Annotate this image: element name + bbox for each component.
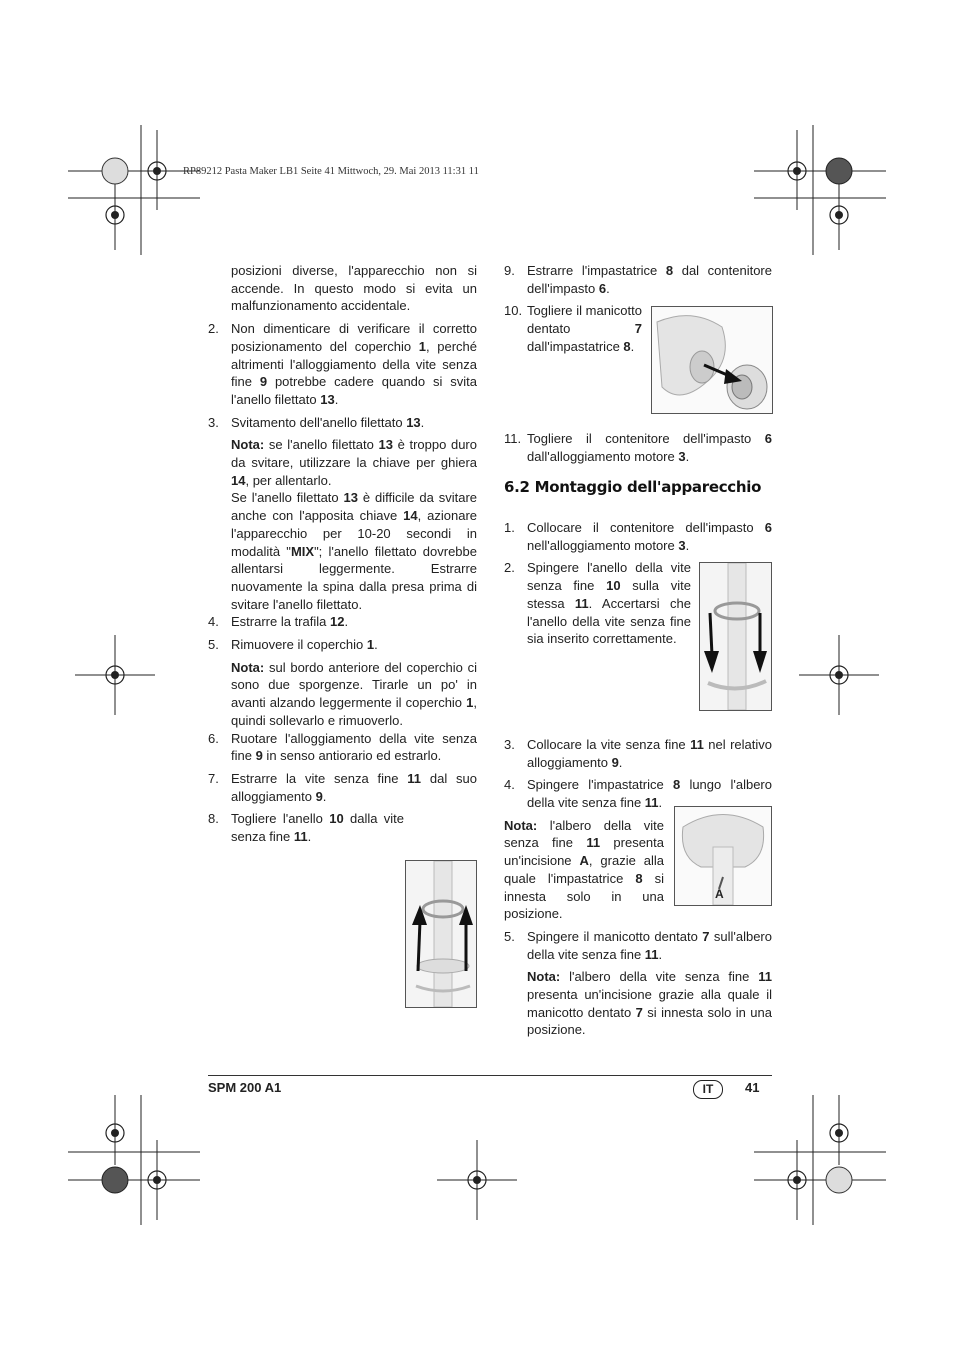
list-item: 10. Togliere il manicotto dentato 7 dall'impastatrice 8. bbox=[504, 303, 642, 354]
list-item: 7. Estrarre la vite senza fine 11 dal suo alloggiamento 9. bbox=[208, 770, 477, 804]
figure-shaft-notch bbox=[674, 806, 772, 906]
note: Nota: l'albero della vite senza fine 11 presenta un'incisione A, grazie alla quale l'impastatrice 8 si innesta solo in una posizione. bbox=[504, 817, 665, 922]
note: Nota: sul bordo anteriore del coperchio ci sono due sporgenze. Tirarle un po' in avanti alzando leggermente il coperchio 1, quindi sollevarlo e rimuoverlo. bbox=[231, 659, 477, 728]
list-item: 6. Ruotare l'alloggiamento della vite senza fine 9 in senso antiorario ed estrarlo. bbox=[208, 730, 477, 764]
page-number: 41 bbox=[745, 1080, 760, 1095]
list-item: 4. Estrarre la trafila 12. bbox=[208, 614, 349, 630]
figure-sleeve-removal bbox=[651, 306, 773, 414]
section-title: 6.2 Montaggio dell'apparecchio bbox=[504, 478, 762, 496]
list-item: 8. Togliere l'anello 10 dalla vite senza fine 11. bbox=[208, 811, 404, 845]
list-item: 5. Spingere il manicotto dentato 7 sull'albero della vite senza fine 11. bbox=[504, 928, 772, 962]
note: Nota: se l'anello filettato 13 è troppo duro da svitare, utilizzare la chiave per ghiera 14, per allentarlo. bbox=[231, 437, 477, 488]
paragraph: Se l'anello filettato 13 è difficile da svitare anche con l'apposita chiave 14, azionare l'apparecchio per 10-20 secondi in modalità "MIX"; l'anello filettato dovrebbe allentarsi leggermente. Estrarre nuovamente la spina dalla presa prima di svitare l'anello filettato. bbox=[231, 490, 478, 612]
list-item: 11. Togliere il contenitore dell'impasto 6 dall'alloggiamento motore 3. bbox=[504, 431, 772, 464]
gear-sleeve-icon bbox=[652, 307, 772, 413]
list-item: 1. Collocare il contenitore dell'impasto 6 nell'alloggiamento motore 3. bbox=[504, 520, 772, 553]
list-item: 5. Rimuovere il coperchio 1. bbox=[208, 637, 378, 653]
language-badge: IT bbox=[693, 1080, 723, 1099]
list-item: 3. Svitamento dell'anello filettato 13. bbox=[208, 414, 425, 430]
list-item: 9. Estrarre l'impastatrice 8 dal contenitore dell'impasto 6. bbox=[504, 263, 772, 296]
right-column-mid bbox=[504, 430, 772, 470]
note: Nota: l'albero della vite senza fine 11 presenta un'incisione grazie alla quale il manicotto dentato 7 si innesta solo in una posizione. bbox=[527, 969, 772, 1038]
screw-ring-down-icon bbox=[700, 563, 771, 710]
print-header: RP89212 Pasta Maker LB1 Seite 41 Mittwoch, 29. Mai 2013 11:31 11 bbox=[183, 166, 479, 177]
list-item: 2. Spingere l'anello della vite senza fine 10 sulla vite stessa 11. Accertarsi che l'anello della vite senza fine sia inserito correttamente. bbox=[504, 560, 691, 647]
list-item: 4. Spingere l'impastatrice 8 lungo l'albero della vite senza fine 11. bbox=[504, 777, 772, 811]
list-item: 3. Collocare la vite senza fine 11 nel relativo alloggiamento 9. bbox=[504, 736, 772, 770]
model-number: SPM 200 A1 bbox=[208, 1080, 282, 1095]
figure-ring-removal bbox=[405, 860, 477, 1008]
figure-label: A bbox=[715, 887, 724, 901]
figure-ring-assembly bbox=[699, 562, 772, 711]
left-column bbox=[208, 262, 477, 851]
footer-divider bbox=[208, 1075, 772, 1076]
screw-ring-up-icon bbox=[406, 861, 476, 1007]
list-item: 2. Non dimenticare di verificare il corretto posizionamento del coperchio 1, perché altrimenti l'alloggiamento della vite senza fine 9 potrebbe cadere quando si svita l'anello filettato 13. bbox=[208, 321, 477, 407]
intro-text: posizioni diverse, l'apparecchio non si accende. In questo modo si evita un malfunzionamento accidentale. bbox=[231, 263, 477, 314]
